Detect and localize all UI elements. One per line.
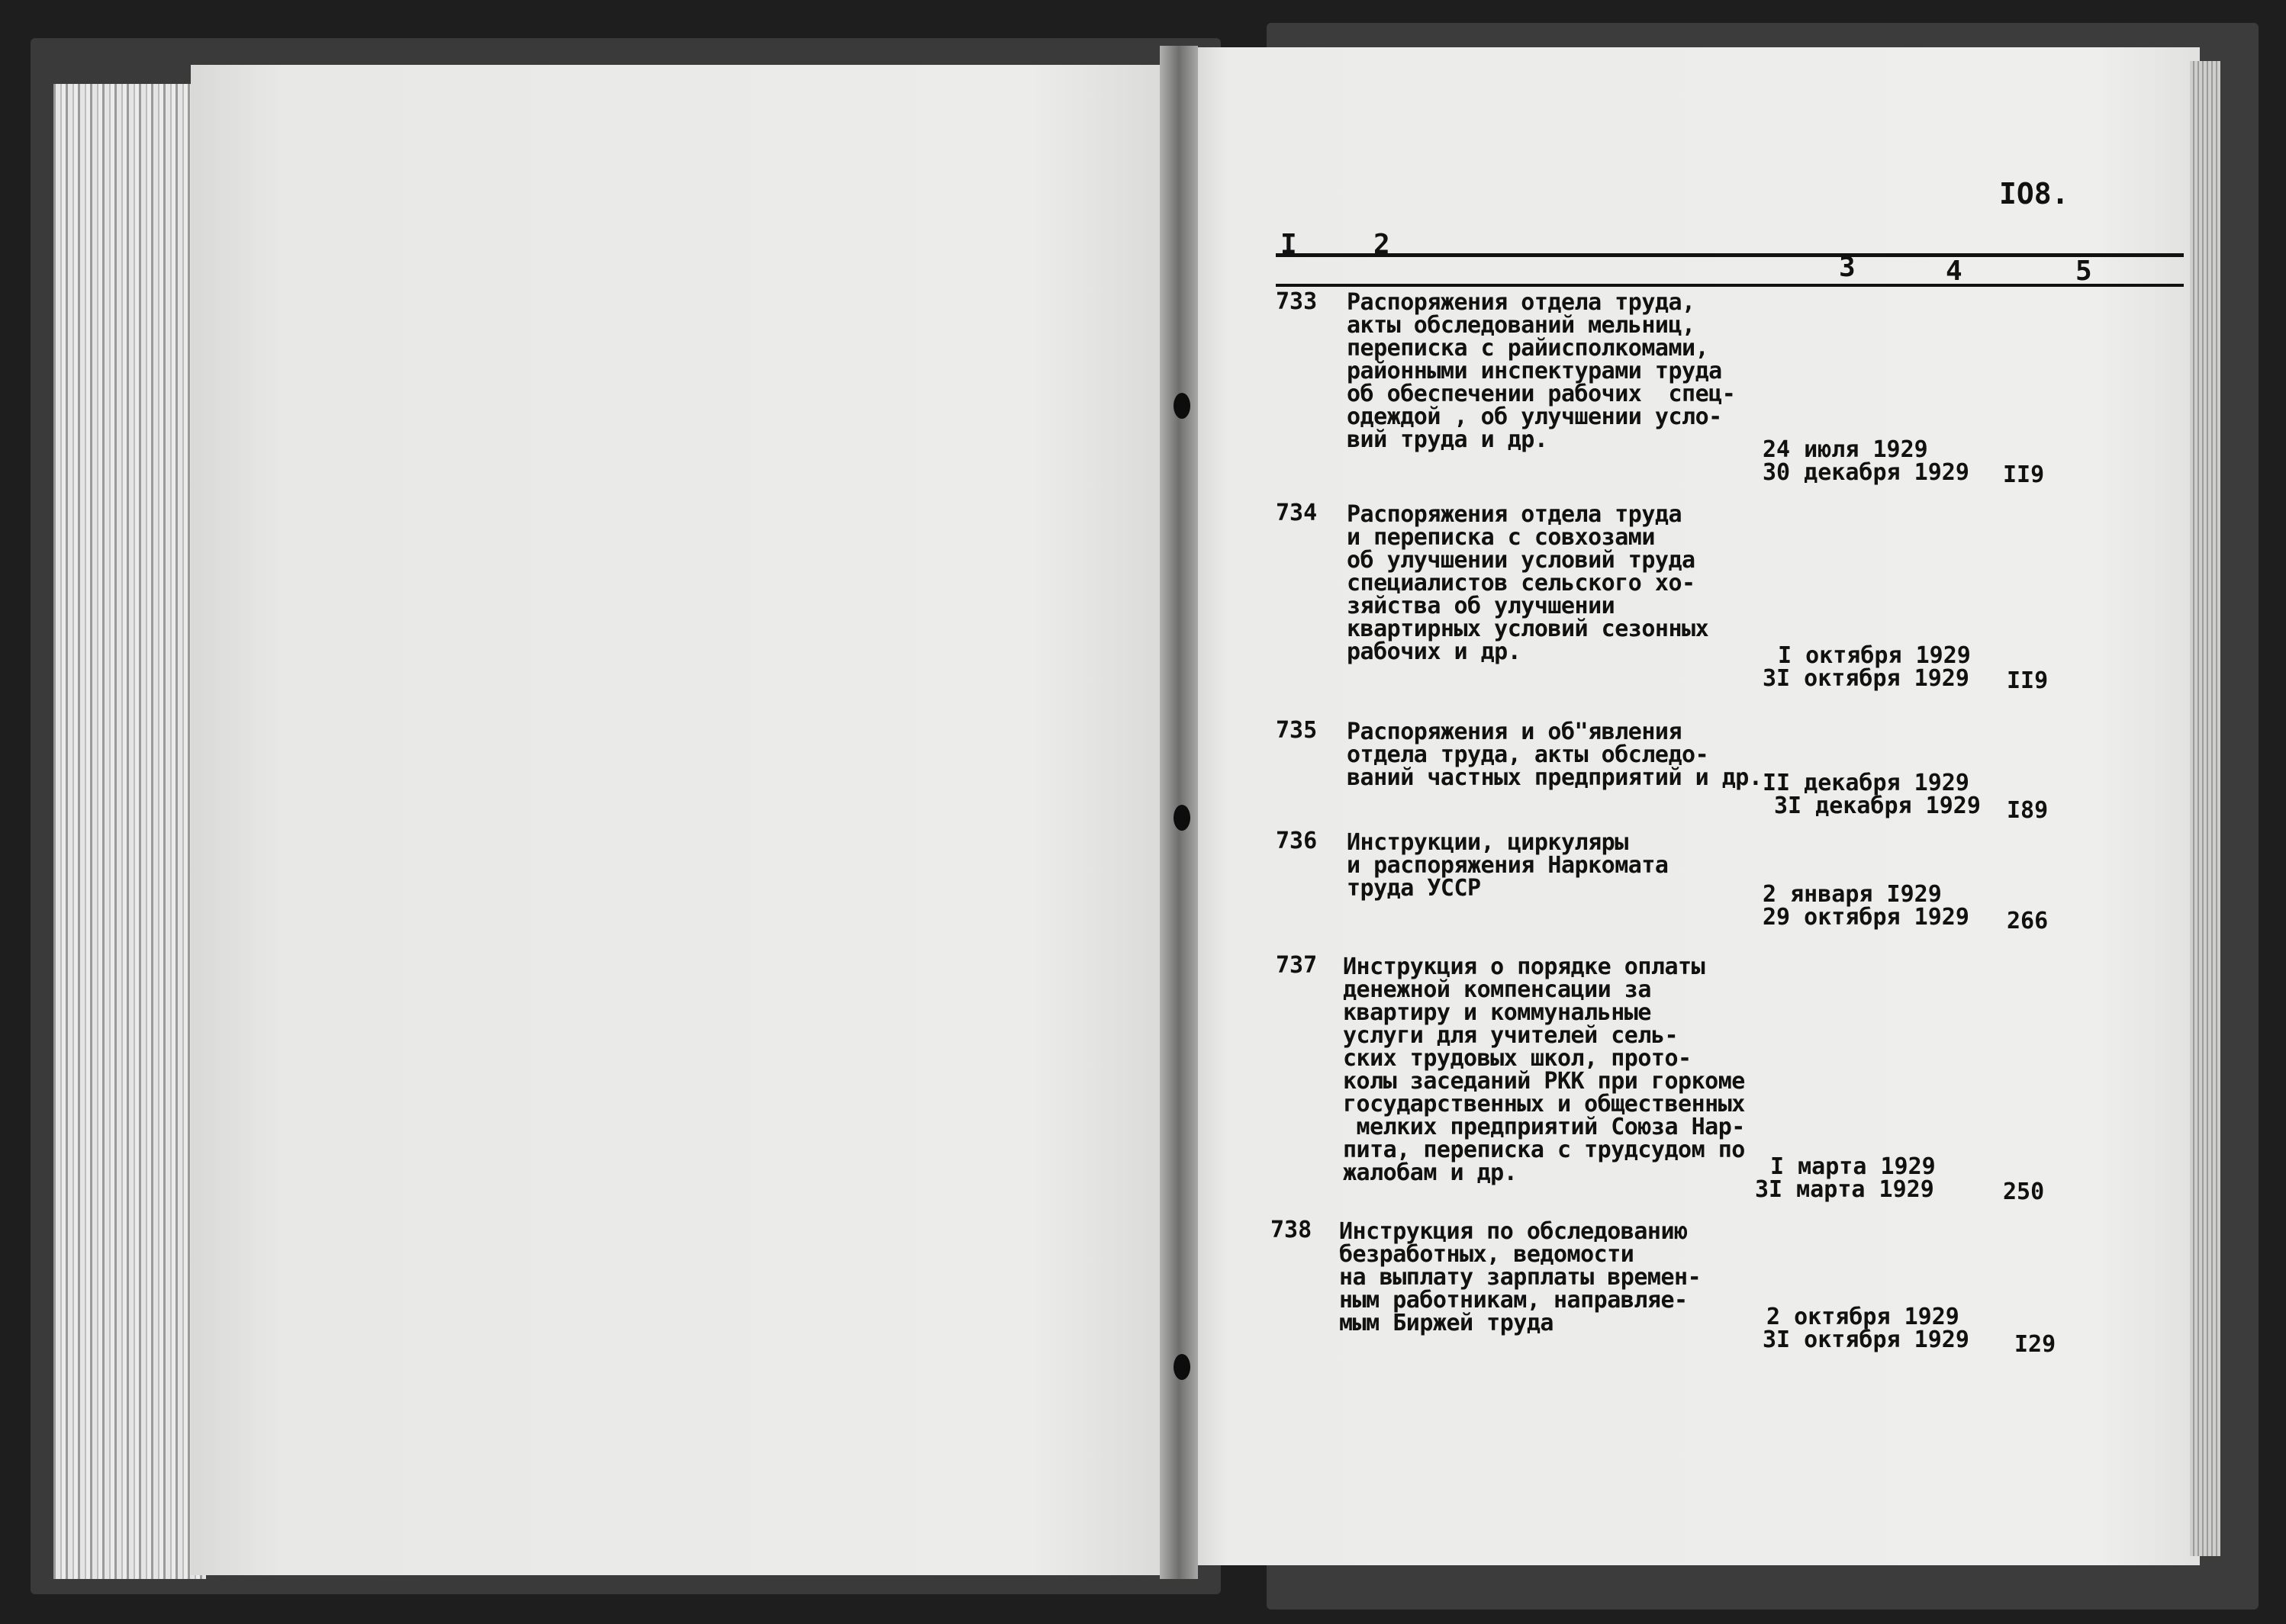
column-header-1: I: [1280, 229, 1297, 260]
column-header-4: 4: [1946, 256, 1962, 287]
entry-sheets: 250: [2003, 1179, 2045, 1205]
column-header-2: 2: [1373, 229, 1390, 260]
header-rule: [1276, 253, 2184, 257]
binding-hole: [1174, 1354, 1190, 1380]
entry-description: Распоряжения и об"явления отдела труда, акты обследо- ваний частных предприятий и др.: [1347, 719, 1763, 791]
entry-date-start: 24 июля 1929: [1763, 436, 1928, 463]
entry-number: 736: [1276, 828, 1318, 854]
entry-date-end: 3I декабря 1929: [1774, 793, 1981, 819]
entry-description: Распоряжения отдела труда, акты обследований мельниц, переписка с райисполкомами, районными инспектурами труда об обеспечении рабочих спец- одеждой , об улучшении усло- вий труда и др.: [1347, 289, 1736, 453]
entry-number: 735: [1276, 717, 1318, 744]
entry-sheets: II9: [2007, 667, 2049, 694]
entry-description: Инструкция о порядке оплаты денежной компенсации за квартиру и коммунальные услуги для учителей сель- ских трудовых школ, прото- колы заседаний РКК при горкоме государственных и общественных мелких предприятий Союза Нар- пита, переписка с трудсудом по жалобам и др.: [1343, 953, 1745, 1186]
entry-number: 733: [1276, 288, 1318, 315]
page-number: IO8.: [1999, 177, 2069, 211]
entry-date-start: II декабря 1929: [1763, 770, 1969, 796]
page-stack: [53, 84, 206, 1579]
entry-number: 734: [1276, 500, 1318, 526]
entry-sheets: I89: [2007, 797, 2049, 824]
entry-number: 737: [1276, 952, 1318, 979]
binding-hole: [1174, 393, 1190, 419]
entry-description: Распоряжения отдела труда и переписка с совхозами об улучшении условий труда специалистов сельского хо- зяйства об улучшении квартирных условий сезонных рабочих и др.: [1347, 501, 1709, 665]
entry-date-start: 2 января I929: [1763, 881, 1942, 908]
entry-date-start: I марта 1929: [1770, 1153, 1936, 1180]
binding-hole: [1174, 805, 1190, 831]
entry-sheets: 266: [2007, 908, 2049, 934]
entry-date-end: 3I марта 1929: [1755, 1176, 1934, 1203]
column-header-3: 3: [1839, 252, 1856, 283]
left-page: [191, 65, 1169, 1575]
entry-date-end: 3I октября 1929: [1763, 1327, 1969, 1353]
entry-description: Инструкции, циркуляры и распоряжения Наркомата труда УССР: [1347, 829, 1669, 902]
entry-sheets: I29: [2014, 1331, 2056, 1358]
column-header-5: 5: [2075, 256, 2092, 287]
entry-description: Инструкция по обследованию безработных, ведомости на выплату зарплаты времен- ным работникам, направляе- мым Биржей труда: [1339, 1218, 1702, 1336]
entry-date-end: 30 декабря 1929: [1763, 459, 1969, 486]
entry-date-end: 29 октября 1929: [1763, 904, 1969, 931]
entry-date-start: I октября 1929: [1778, 642, 1971, 669]
page-edges-right: [2190, 61, 2220, 1556]
entry-sheets: II9: [2003, 461, 2045, 488]
entry-number: 738: [1270, 1217, 1312, 1243]
entry-date-start: 2 октября 1929: [1766, 1304, 1959, 1330]
header-rule-lower: [1276, 284, 2184, 287]
entry-date-end: 3I октября 1929: [1763, 665, 1969, 692]
